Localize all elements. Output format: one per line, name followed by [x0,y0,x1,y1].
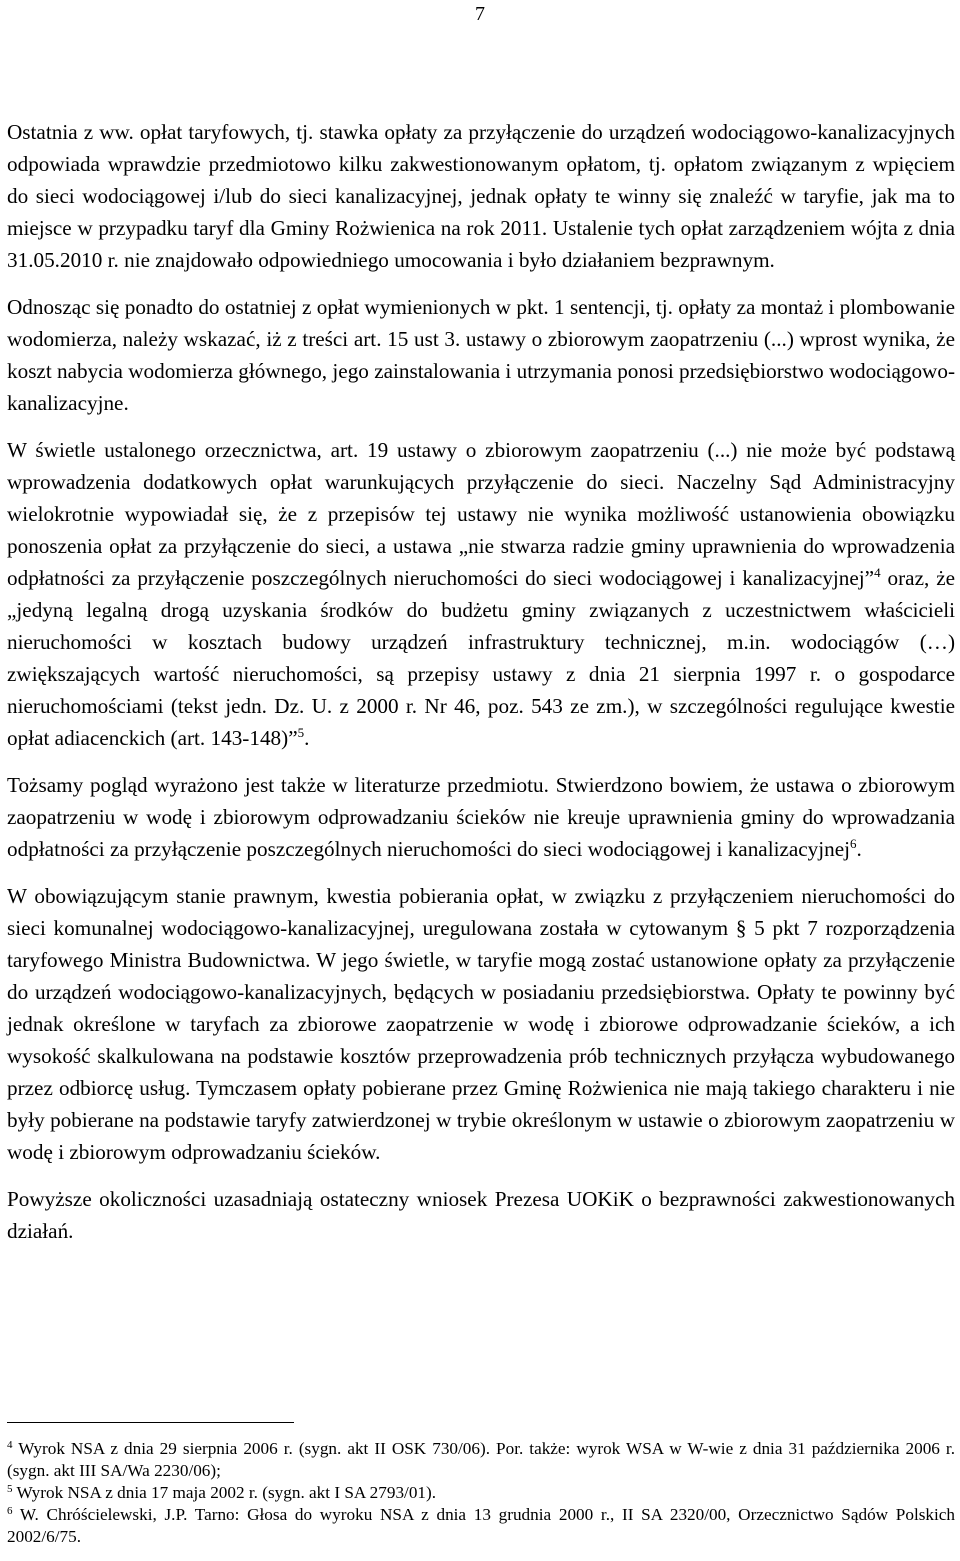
paragraph-4-part-2: . [856,837,862,861]
footnote-text: W. Chróścielewski, J.P. Tarno: Głosa do wyroku NSA z dnia 13 grudnia 2000 r., II SA 2320/00, Orzecznictwo Sądów Polskich 2002/6/75. [7,1505,955,1546]
footnote-number: 4 [7,1439,13,1451]
footnote-number: 5 [7,1483,13,1495]
footnote-6 [7,1504,955,1548]
paragraph-3-part-3: . [304,726,310,750]
footnote-separator [7,1422,294,1423]
paragraph-1: Ostatnia z ww. opłat taryfowych, tj. stawka opłaty za przyłączenie do urządzeń wodociągowo-kanalizacyjnych odpowiada wprawdzie przedmiotowo kilku zakwestionowanym opłatom, tj. opłatom związanym z wpięciem do sieci wodociągowej i/lub do sieci kanalizacyjnej, jednak opłaty te winny się znaleźć w taryfie, jak ma to miejsce w przypadku taryf dla Gminy Rożwienica na rok 2011. Ustalenie tych opłat zarządzeniem wójta z dnia 31.05.2010 r. nie znajdowało odpowiedniego umocowania i było działaniem bezprawnym. [7,120,955,272]
footnote-text: Wyrok NSA z dnia 29 sierpnia 2006 r. (sygn. akt II OSK 730/06). Por. także: wyrok WSA w W-wie z dnia 31 października 2006 r. (sygn. akt III SA/Wa 2230/06); [7,1439,955,1480]
paragraph-2: Odnosząc się ponadto do ostatniej z opłat wymienionych w pkt. 1 sentencji, tj. opłaty za montaż i plombowanie wodomierza, należy wskazać, iż z treści art. 15 ust 3. ustawy o zbiorowym zaopatrzeniu (...) wprost wynika, że koszt nabycia wodomierza głównego, jego zainstalowania i utrzymania ponosi przedsiębiorstwo wodociągowo- kanalizacyjne. [7,295,955,415]
footnote-4 [7,1438,955,1482]
footnote-ref-5: 5 [297,725,305,740]
paragraph-3-part-1: W świetle ustalonego orzecznictwa, art. 19 ustawy o zbiorowym zaopatrzeniu (...) nie może być podstawą wprowadzenia dodatkowych opłat warunkujących przyłączenie do sieci. Naczelny Sąd Administracyjny wielokrotnie wypowiadał się, że z przepisów tej ustawy nie wynika możliwość ustanowienia obowiązku ponoszenia opłat za przyłączenie do sieci, a ustawa „nie stwarza radzie gminy uprawnienia do wprowadzenia odpłatności za przyłączenie poszczególnych nieruchomości do sieci wodociągowej i kanalizacyjnej” [7,438,955,590]
paragraph-6: Powyższe okoliczności uzasadniają ostateczny wniosek Prezesa UOKiK o bezprawności zakwestionowanych działań. [7,1187,955,1243]
paragraph-5: W obowiązującym stanie prawnym, kwestia pobierania opłat, w związku z przyłączeniem nieruchomości do sieci komunalnej wodociągowo-kanalizacyjnej, uregulowana została w cytowanym § 5 pkt 7 rozporządzenia taryfowego Ministra Budownictwa. W jego świetle, w taryfie mogą zostać ustanowione opłaty za przyłączenie do urządzeń wodociągowo-kanalizacyjnych, będących w posiadaniu przedsiębiorstwa. Opłaty te powinny być jednak określone w taryfach za zbiorowe zaopatrzenie w wodę i zbiorowe odprowadzanie ścieków, a ich wysokość skalkulowana na podstawie kosztów przeprowadzenia prób technicznych przyłącza wybudowanego przez odbiorcę usług. Tymczasem opłaty pobierane przez Gminę Rożwienica nie mają takiego charakteru i nie były pobierane na podstawie taryfy zatwierdzonej w trybie określonym w ustawie o zbiorowym zaopatrzeniu w wodę i zbiorowym odprowadzaniu ścieków. [7,884,955,1164]
paragraph-4 [7,769,955,865]
paragraph-3-part-2: oraz, że „jedyną legalną drogą uzyskania środków do budżetu gminy związanych z uczestnictwem właścicieli nieruchomości w kosztach budowy urządzeń infrastruktury technicznej, m.in. wodociągów (…) zwiększających wartość nieruchomości, są przepisy ustawy z dnia 21 sierpnia 1997 r. o gospodarce nieruchomościami (tekst jedn. Dz. U. z 2000 r. Nr 46, poz. 543 ze zm.), w szczególności regulujące kwestie opłat adiacenckich (art. 143-148)” [7,566,956,750]
body-text [7,116,955,1247]
footnote-number: 6 [7,1505,13,1517]
footnote-5 [7,1482,955,1504]
paragraph-4-part-1: Tożsamy pogląd wyrażono jest także w literaturze przedmiotu. Stwierdzono bowiem, że ustawa o zbiorowym zaopatrzeniu w wodę i zbiorowym odprowadzaniu ścieków nie kreuje uprawnienia gminy do wprowadzania odpłatności za przyłączenie poszczególnych nieruchomości do sieci wodociągowej i kanalizacyjnej [7,773,955,861]
page-number: 7 [475,3,485,25]
footnote-ref-6: 6 [850,836,857,851]
footnotes [7,1438,955,1548]
paragraph-3 [7,434,955,754]
footnote-text: Wyrok NSA z dnia 17 maja 2002 r. (sygn. akt I SA 2793/01). [12,1483,437,1502]
footnote-ref-4: 4 [874,565,881,580]
